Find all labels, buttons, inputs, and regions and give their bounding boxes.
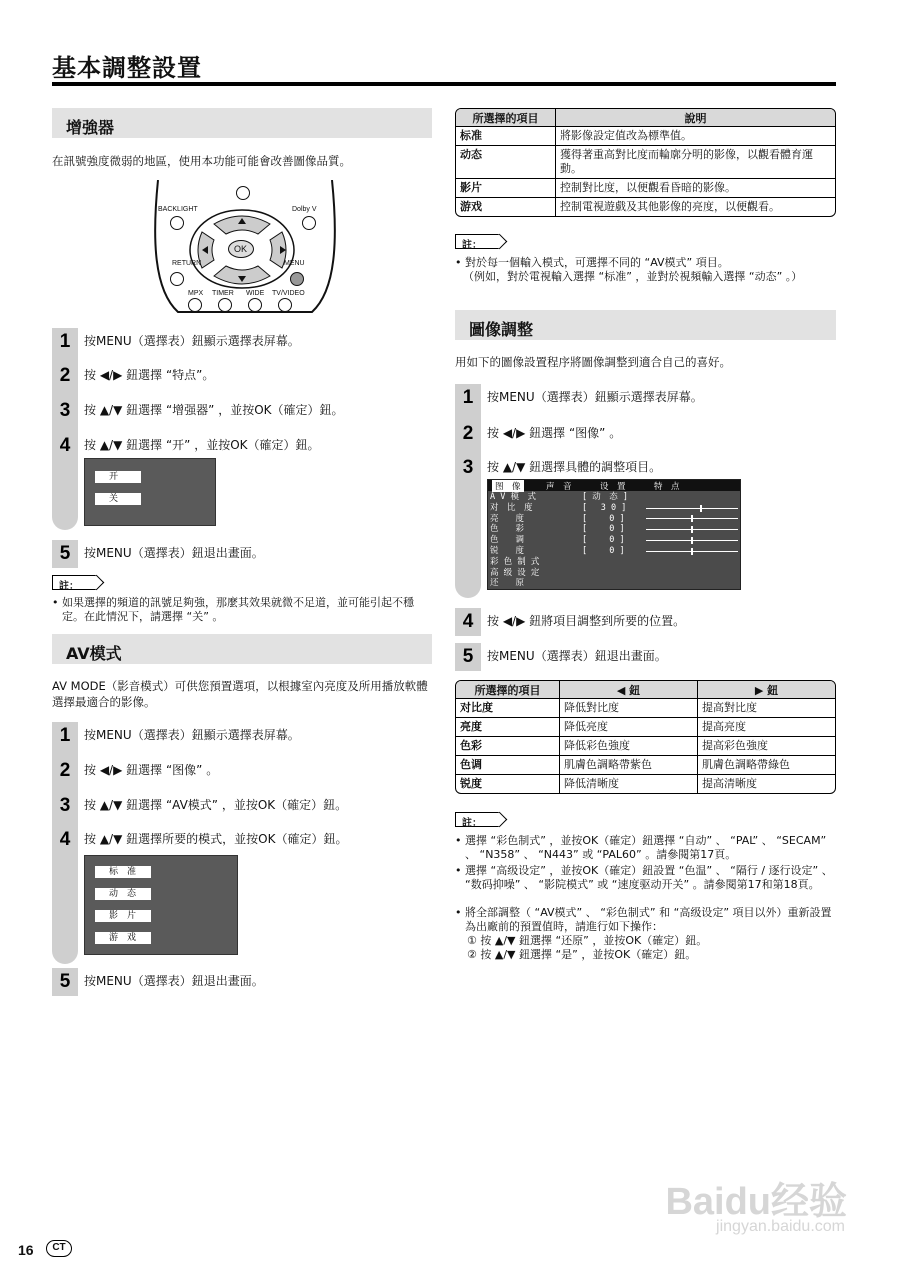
dolby-button [302,216,316,230]
osd-row-value: [ 0 ] [582,546,625,556]
amplifier-intro: 在訊號強度微弱的地區，使用本功能可能會改善圖像品質。 [52,154,351,168]
amplifier-note-text: 如果選擇的頻道的訊號足夠強，那麼其效果就微不足道，並可能引起不穩定。在此情況下，請選擇 “关” 。 [62,596,414,623]
step-text: 按 ▲/▼ 鈕選擇 “增强器” ，並按OK（確定）鈕。 [84,403,344,417]
step-text: 按MENU（選擇表）鈕退出畫面。 [84,546,264,560]
osd-row [490,503,738,514]
av-intro: AV MODE（影音模式）可供您預置選項，以根據室內亮度及所用播放軟體選擇最適合的影像。 [52,679,428,709]
table-cell: 降低亮度 [560,718,698,737]
step-text: 按 ▲/▼ 鈕選擇 “开” ，並按OK（確定）鈕。 [84,438,320,452]
av-mode-note-text: 對於每一個輸入模式，可選擇不同的 “AV模式” 項目。 [465,256,729,269]
osd-row [490,578,738,589]
osd-slider [646,518,738,519]
step-number: 3 [52,397,78,425]
osd-row [490,492,738,503]
wide-label: WIDE [246,290,265,297]
table-header: 所選擇的項目 [456,681,560,699]
note-tag: 註： [455,234,499,249]
watermark-url: jingyan.baidu.com [716,1218,845,1235]
osd-slider [646,529,738,530]
table-row [456,718,835,737]
osd-row [490,568,738,579]
osd-option: 关 [95,493,141,505]
picture-note: • 選擇 “高级设定” ，並按OK（確定）鈕設置 “色温” 、 “隔行 / 逐行设定” 、 “数码抑噪” 、 “影院模式” 或 “速度驱动开关” 。請參閱第17和第18頁。 [455,864,833,891]
step-number: 2 [455,420,481,448]
osd-row-value: [ 0 ] [582,535,625,546]
table-cell: 提高對比度 [698,699,835,718]
osd-option: 游 戏 [95,932,151,944]
osd-tab-picture: 图 像 [492,480,524,492]
tvvideo-button [278,298,292,312]
table-header: 所選擇的項目 [456,109,556,127]
step-number: 5 [455,643,481,671]
osd-row [490,557,738,568]
table-cell: 提高亮度 [698,718,835,737]
osd-tab-setup: 设 置 [600,482,626,492]
picture-note: • 將全部調整（ “AV模式” 、 “彩色制式” 和 “高级设定” 項目以外）重新設置為出廠前的預置值時，請進行如下操作： [455,906,832,933]
osd-slider [646,540,738,541]
wide-button [248,298,262,312]
step-text: 按MENU（選擇表）鈕退出畫面。 [84,974,264,988]
osd-slider-knob [691,515,693,522]
table-header: ▶ 鈕 [698,681,835,699]
table-cell: 降低彩色強度 [560,737,698,756]
table-cell: 对比度 [456,699,560,718]
osd-row [490,546,738,557]
osd-slider-knob [700,505,702,512]
table-cell: 提高清晰度 [702,777,757,790]
table-cell: 肌膚色調略帶紫色 [560,756,698,775]
table-cell: 提高彩色強度 [698,737,835,756]
mpx-button [188,298,202,312]
osd-slider-knob [691,548,693,555]
osd-row-label: 还 原 [490,578,525,589]
osd-slider-knob [691,537,693,544]
step-number: 4 [52,432,78,460]
osd-row [490,514,738,525]
timer-button [218,298,232,312]
timer-label: TIMER [212,290,234,297]
section-heading-av-mode: AV模式 [52,634,432,664]
table-cell: 游戏 [456,198,556,216]
picture-note: • 選擇 “彩色制式” ，並按OK（確定）鈕選擇 “自动” 、 “PAL” 、 “SECAM” 、 “N358” 、 “N443” 或 “PAL60” 。請參閱第17頁。 [455,834,827,861]
step-text: 按 ▲/▼ 鈕選擇所要的模式，並按OK（確定）鈕。 [84,832,348,846]
amplifier-note: • 如果選擇的頻道的訊號足夠強，那麼其效果就微不足道，並可能引起不穩定。在此情況下，請選擇 “关” 。 [52,596,414,623]
table-cell: 降低清晰度 [560,775,698,793]
table-cell: 肌膚色調略帶綠色 [698,756,835,775]
page-title: 基本調整設置 [52,54,202,82]
osd-row-value: [ 0 ] [582,513,625,524]
step-number: 1 [52,722,78,750]
av-mode-note-example: （例如，對於電視輸入選擇 “标准” ，並對於視頻輸入選擇 “动态” 。） [463,270,803,283]
step-text: 按MENU（選擇表）鈕顯示選擇表屏幕。 [487,390,703,404]
table-header: 說明 [556,109,835,127]
menu-label: MENU [284,260,305,267]
picture-note-text: 將全部調整（ “AV模式” 、 “彩色制式” 和 “高级设定” 項目以外）重新設置為出廠前的預置值時，請進行如下操作： [465,906,832,933]
table-cell: 动态 [456,146,556,179]
table-cell: 标准 [456,127,556,146]
language-badge: CT [46,1240,72,1257]
table-cell: 色彩 [456,737,560,756]
section-heading-picture: 圖像調整 [455,310,836,340]
section-heading-amplifier: 增強器 [52,108,432,138]
osd-tab-bar [488,480,740,491]
table-cell: 控制電視遊戲及其他影像的亮度，以便觀看。 [560,200,780,213]
picture-intro: 用如下的圖像設置程序將圖像調整到適合自己的喜好。 [455,355,731,369]
remote-illustration [150,180,340,320]
osd-option: 影 片 [95,910,151,922]
osd-row-label: 色 彩 [490,524,525,535]
mpx-label: MPX [188,290,204,297]
step-text: 按 ▲/▼ 鈕選擇 “AV模式” ，並按OK（確定）鈕。 [84,798,348,812]
table-row [456,699,835,718]
picture-note-sub: ② 按 ▲/▼ 鈕選擇 “是” ，並按OK（確定）鈕。 [467,948,697,961]
dolby-label: Dolby V [292,206,317,213]
step-text: 按MENU（選擇表）鈕顯示選擇表屏幕。 [84,334,300,348]
power-button [236,186,250,200]
osd-row-value: [ 0 ] [582,524,625,535]
osd-row-label: 亮 度 [490,513,525,524]
osd-option: 开 [95,471,141,483]
osd-row-label: 对 比 度 [490,502,533,513]
table-row [456,146,835,179]
page-number: 16 [18,1242,34,1258]
osd-tab-features: 特 点 [654,482,680,492]
osd-row [490,524,738,535]
step-number: 5 [52,968,78,996]
table-cell: 將影像設定值改為標準值。 [556,127,835,146]
picture-note-sub: ① 按 ▲/▼ 鈕選擇 “还原” ，並按OK（確定）鈕。 [467,934,708,947]
av-mode-table [455,108,836,217]
picture-note-text: 選擇 “彩色制式” ，並按OK（確定）鈕選擇 “自动” 、 “PAL” 、 “SECAM” 、 “N358” 、 “N443” 或 “PAL60” 。請參閱第17頁。 [465,834,827,861]
table-cell: 色调 [456,756,560,775]
osd-row-label: 彩 色 制 式 [490,556,540,567]
step-text: 按 ◀/▶ 鈕將項目調整到所要的位置。 [487,614,686,628]
return-label: RETURN [172,260,202,267]
backlight-label: BACKLIGHT [158,206,198,213]
step-number: 3 [52,792,78,820]
osd-row-value: [ 动 态 ] [582,492,628,502]
osd-row-label: 锐 度 [490,546,525,556]
step-number: 1 [52,328,78,356]
picture-note-text: 選擇 “高级设定” ，並按OK（確定）鈕設置 “色温” 、 “隔行 / 逐行设定” 、 “数码抑噪” 、 “影院模式” 或 “速度驱动开关” 。請參閱第17和第18頁。 [465,864,833,891]
table-header: ◀ 鈕 [560,681,698,699]
table-row [456,127,835,146]
osd-row-value: [ 3 0 ] [582,502,627,513]
step-number: 3 [455,454,481,482]
table-cell: 亮度 [456,718,560,737]
osd-option: 标 准 [95,866,151,878]
table-cell: 降低對比度 [560,699,698,718]
watermark-logo: Baidu经验 [665,1181,847,1223]
av-mode-osd [84,855,238,955]
step-text: 按 ◀/▶ 鈕選擇 “图像” 。 [487,426,622,440]
table-row [456,198,835,216]
picture-osd [487,479,741,590]
table-row [456,179,835,198]
table-row [456,737,835,756]
adjust-table [455,680,836,794]
step-number: 4 [52,826,78,854]
av-mode-note: • 對於每一個輸入模式，可選擇不同的 “AV模式” 項目。 [455,256,729,269]
step-bar [52,330,78,530]
step-text: 按 ◀/▶ 鈕選擇 “图像” 。 [84,763,219,777]
backlight-button [170,216,184,230]
osd-row [490,535,738,546]
osd-slider [646,508,738,509]
note-tag: 註： [455,812,499,827]
ok-label: OK [234,244,248,254]
step-number: 4 [455,608,481,636]
amplifier-osd [84,458,216,526]
step-text: 按 ▲/▼ 鈕選擇具體的調整項目。 [487,460,662,474]
osd-row-label: 高 级 设 定 [490,567,540,578]
step-number: 2 [52,362,78,390]
table-cell: 控制對比度，以便觀看昏暗的影像。 [556,179,835,198]
osd-slider-knob [691,526,693,533]
step-text: 按 ◀/▶ 鈕選擇 “特点”。 [84,368,215,382]
osd-slider [646,551,738,552]
osd-tab-sound: 声 音 [546,482,572,492]
osd-row-label: A V 模 式 [490,492,536,502]
step-number: 1 [455,384,481,412]
table-row [456,775,835,793]
osd-option: 动 态 [95,888,151,900]
tvvideo-label: TV/VIDEO [272,290,305,297]
title-rule [52,82,836,86]
table-row [456,756,835,775]
table-cell: 锐度 [456,775,560,793]
osd-rows [488,492,740,590]
step-number: 2 [52,757,78,785]
return-button [170,272,184,286]
step-text: 按MENU（選擇表）鈕退出畫面。 [487,649,667,663]
osd-row-label: 色 调 [490,535,525,546]
table-cell: 獲得著重高對比度而輪廓分明的影像，以觀看體育運動。 [556,146,835,179]
step-number: 5 [52,540,78,568]
table-cell: 影片 [456,179,556,198]
menu-button [290,272,304,286]
note-tag: 註： [52,575,96,590]
step-text: 按MENU（選擇表）鈕顯示選擇表屏幕。 [84,728,300,742]
step-bar [455,386,481,598]
